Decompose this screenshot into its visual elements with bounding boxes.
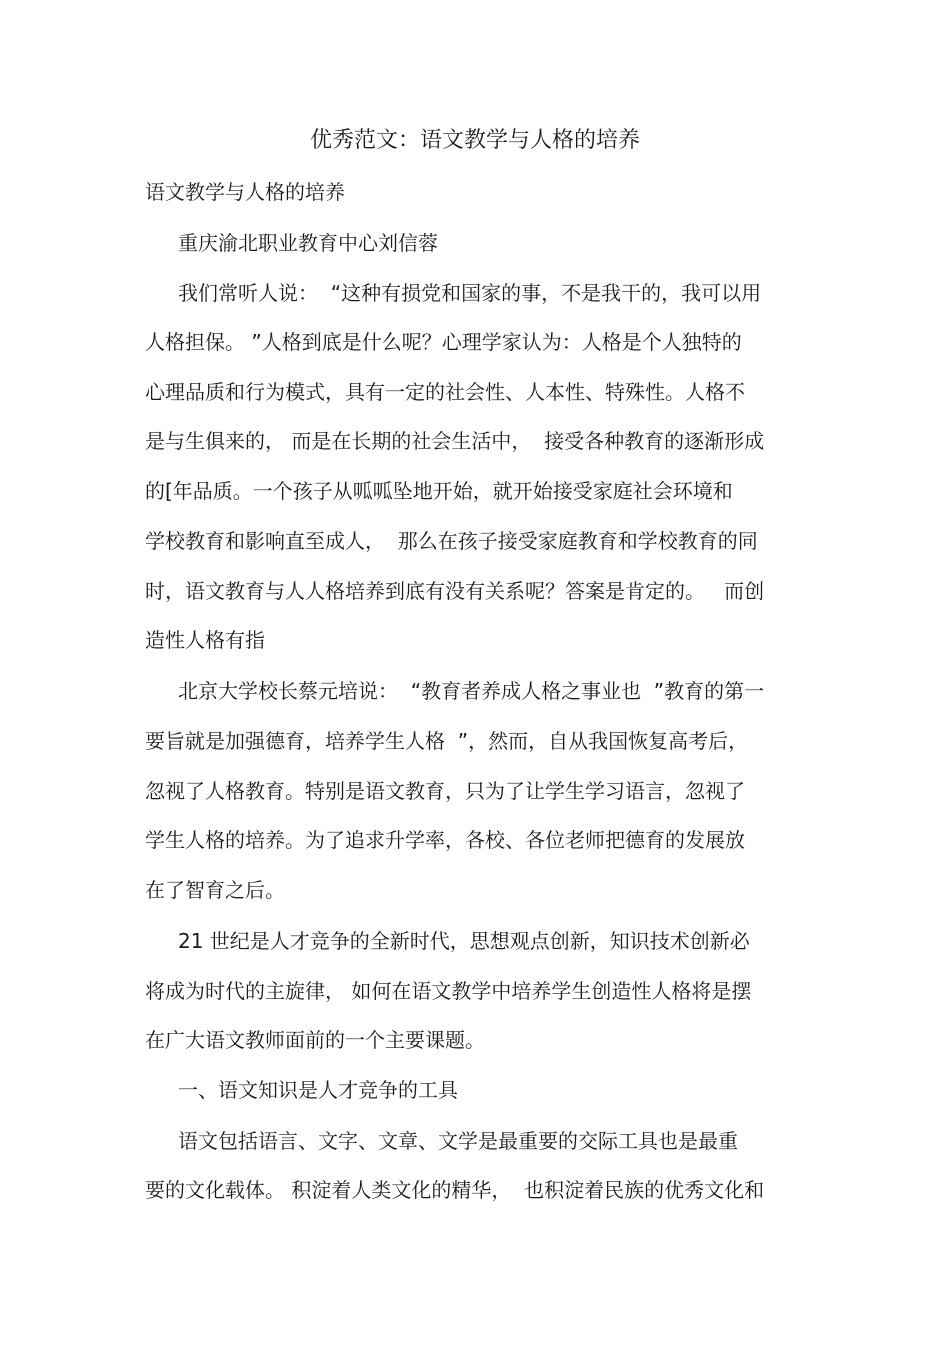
paragraph-line: 在了智育之后。 [145, 878, 285, 902]
paragraph-line: 在广大语文教师面前的一个主要课题。 [145, 1028, 485, 1052]
paragraph-line: 要的文化载体。 积淀着人类文化的精华， 也积淀着民族的优秀文化和 [145, 1178, 765, 1202]
paragraph-line: 学生人格的培养。为了追求升学率，各校、各位老师把德育的发展放 [145, 828, 745, 852]
paragraph-line: 语文包括语言、文字、文章、文学是最重要的交际工具也是最重 [178, 1129, 738, 1153]
section-heading: 一、语文知识是人才竞争的工具 [178, 1078, 458, 1102]
paragraph-line: 人格担保。 ”人格到底是什么呢？心理学家认为：人格是个人独特的 [145, 330, 742, 354]
paragraph-line: 的[年品质。一个孩子从呱呱坠地开始，就开始接受家庭社会环境和 [145, 479, 733, 503]
author-line: 重庆渝北职业教育中心刘信蓉 [178, 231, 438, 255]
paragraph-line: 时，语文教育与人人格培养到底有没有关系呢？答案是肯定的。 而创 [145, 579, 765, 603]
paragraph-line: 北京大学校长蔡元培说： “教育者养成人格之事业也 ”教育的第一 [178, 679, 765, 703]
paragraph-line: 21 世纪是人才竞争的全新时代，思想观点创新，知识技术创新必 [178, 929, 750, 953]
paragraph-line: 我们常听人说： “这种有损党和国家的事，不是我干的，我可以用 [178, 281, 762, 305]
paragraph-line: 将成为时代的主旋律， 如何在语文教学中培养学生创造性人格将是摆 [145, 979, 752, 1003]
subtitle-line: 语文教学与人格的培养 [145, 180, 345, 204]
document-title: 优秀范文：语文教学与人格的培养 [309, 128, 640, 153]
paragraph-line: 造性人格有指 [145, 628, 265, 652]
paragraph-line: 学校教育和影响直至成人， 那么在孩子接受家庭教育和学校教育的同 [145, 529, 758, 553]
paragraph-line: 是与生俱来的， 而是在长期的社会生活中， 接受各种教育的逐渐形成 [145, 429, 765, 453]
paragraph-line: 心理品质和行为模式，具有一定的社会性、人本性、特殊性。人格不 [145, 380, 745, 404]
paragraph-line: 忽视了人格教育。特别是语文教育，只为了让学生学习语言，忽视了 [145, 779, 745, 803]
paragraph-line: 要旨就是加强德育，培养学生人格 ”，然而，自从我国恢复高考后， [145, 729, 749, 753]
